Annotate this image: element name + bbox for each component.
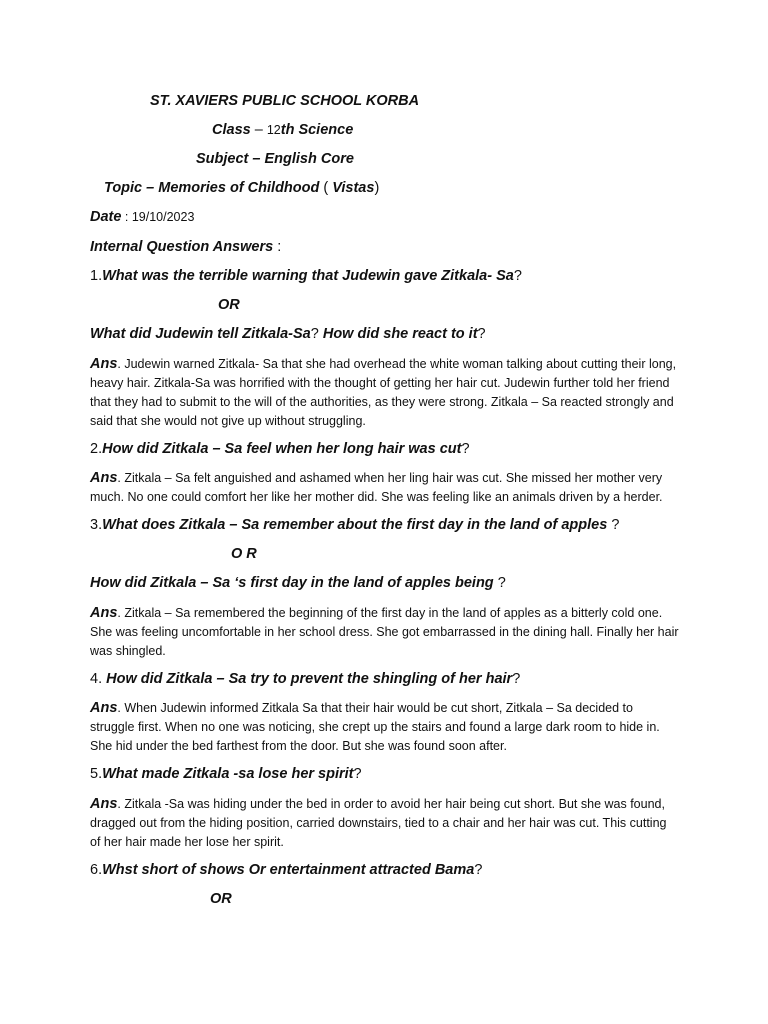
or-separator: O R <box>231 546 257 562</box>
question-end: ? <box>512 671 521 687</box>
question-number: 4. <box>90 671 107 687</box>
question-3-alt <box>90 575 506 591</box>
class-label: Class <box>212 122 251 138</box>
answer-3 <box>90 604 680 661</box>
subject-line: Subject – English Core <box>196 151 354 167</box>
school-name: ST. XAVIERS PUBLIC SCHOOL KORBA <box>150 93 420 109</box>
class-dash: – <box>250 122 267 138</box>
question-number: 2. <box>90 441 103 457</box>
topic-close: ) <box>374 180 380 196</box>
question-number: 5. <box>90 766 103 782</box>
date-line <box>90 209 194 225</box>
answer-5 <box>90 795 680 852</box>
iqa-label: Internal Question Answers <box>90 239 274 255</box>
answer-label: Ans <box>90 356 118 372</box>
question-alt-mid: ? <box>310 326 323 342</box>
question-4 <box>90 671 520 687</box>
answer-label: Ans <box>90 700 118 716</box>
question-alt-end: ? <box>493 575 506 591</box>
question-1 <box>90 268 522 284</box>
answer-text: . When Judewin informed Zitkala Sa that their hair would be cut short, Zitkala – Sa decided to struggle first. When no one was noticing, she crept up the stairs and found a large dark room to hide in. She hid under the bed farthest from the door. But she was found soon after. <box>90 701 660 753</box>
answer-text: . Judewin warned Zitkala- Sa that she had overhead the white woman talking about cutting their long, heavy hair. Zitkala-Sa was horrified with the thought of getting her hair cut. Judewin further told her friend that they had to submit to the will of the authorities, as they were strong. Zitkala – Sa reacted strongly and said that she would not give up without struggling. <box>90 357 677 428</box>
iqa-heading <box>90 239 281 255</box>
answer-2 <box>90 469 680 507</box>
question-end: ? <box>607 517 620 533</box>
question-2 <box>90 441 470 457</box>
question-6 <box>90 862 482 878</box>
class-line <box>212 122 353 138</box>
class-number: 12 <box>266 123 281 137</box>
question-alt-text: How did Zitkala – Sa ‘s first day in the land of apples being <box>90 575 494 591</box>
question-text: How did Zitkala – Sa try to prevent the shingling of her hair <box>106 671 513 687</box>
answer-text: . Zitkala – Sa felt anguished and ashamed when her ling hair was cut. She missed her mother very much. No one could comfort her like her mother did. She was feeling like an animals driven by a herder. <box>90 471 663 504</box>
question-end: ? <box>353 766 362 782</box>
answer-label: Ans <box>90 796 118 812</box>
question-number: 3. <box>90 517 103 533</box>
answer-text: . Zitkala -Sa was hiding under the bed in order to avoid her hair being cut short. But she was found, dragged out from the hiding position, carried downstairs, tied to a chair and her hair was cut. This cutting of her hair made her lose her spirit. <box>90 797 667 849</box>
question-alt-text-2: How did she react to it <box>322 326 478 342</box>
or-separator: OR <box>210 891 232 907</box>
answer-label: Ans <box>90 605 118 621</box>
question-alt-text: What did Judewin tell Zitkala-Sa <box>90 326 311 342</box>
or-separator: OR <box>218 297 240 313</box>
question-5 <box>90 766 362 782</box>
question-3 <box>90 517 619 533</box>
question-text: What does Zitkala – Sa remember about the first day in the land of apples <box>102 517 608 533</box>
question-number: 1. <box>90 268 103 284</box>
class-rest: th Science <box>280 122 354 138</box>
answer-text: . Zitkala – Sa remembered the beginning of the first day in the land of apples as a bitterly cold one. She was feeling uncomfortable in her school dress. She got embarrassed in the dining hall. Finally her hair was shingled. <box>90 606 679 658</box>
question-end: ? <box>474 862 483 878</box>
topic-open: ( <box>319 180 333 196</box>
answer-1 <box>90 355 680 431</box>
topic-label: Topic – Memories of Childhood <box>104 180 320 196</box>
question-text: Whst short of shows Or entertainment attracted Bama <box>102 862 475 878</box>
date-label: Date <box>90 209 122 225</box>
iqa-colon: : <box>273 239 282 255</box>
question-1-alt <box>90 326 486 342</box>
question-end: ? <box>461 441 470 457</box>
question-alt-end: ? <box>477 326 486 342</box>
question-text: What made Zitkala -sa lose her spirit <box>102 766 354 782</box>
question-text: What was the terrible warning that Judewin gave Zitkala- Sa <box>102 268 514 284</box>
question-end: ? <box>513 268 522 284</box>
topic-book: Vistas <box>332 180 375 196</box>
question-text: How did Zitkala – Sa feel when her long hair was cut <box>102 441 462 457</box>
topic-line <box>104 180 379 196</box>
answer-4 <box>90 699 680 756</box>
question-number: 6. <box>90 862 103 878</box>
answer-label: Ans <box>90 470 118 486</box>
date-value: : 19/10/2023 <box>121 210 195 224</box>
